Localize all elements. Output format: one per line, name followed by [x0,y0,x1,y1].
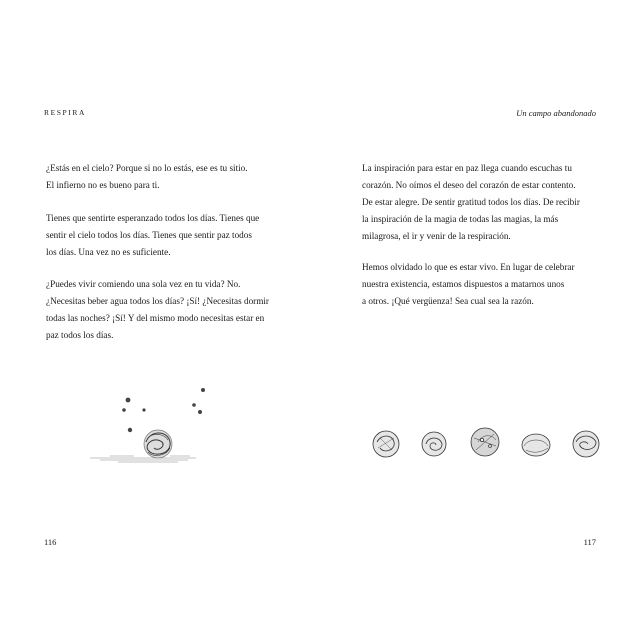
ground-shadow [90,456,196,462]
tumbleweeds-row-illustration [364,420,614,470]
tumbleweed [471,428,499,456]
text-line: milagrosa, el ir y venir de la respiración. [362,231,511,241]
text-line: Hemos olvidado lo que es estar vivo. En lugar de celebrar [362,262,575,272]
tumbleweed [422,432,446,456]
left-paragraph-1 [46,160,296,194]
tumbleweed [144,430,172,458]
left-paragraph-3 [46,276,296,344]
text-line: sentir el cielo todos los días. Tienes que sentir paz todos [46,230,252,240]
page-number-right: 117 [583,537,596,547]
running-head-left: RESPIRA [44,108,87,117]
tumbleweed [573,431,599,457]
text-line: corazón. No oímos el deseo del corazón de estar contento. [362,180,576,190]
right-page [320,0,640,640]
left-paragraph-2 [46,210,296,261]
right-paragraph-2 [362,259,612,310]
tumbleweed [373,431,399,457]
right-paragraph-1 [362,160,612,245]
text-line: De estar alegre. De sentir gratitud todos los días. De recibir [362,197,580,207]
text-line: los días. Una vez no es suficiente. [46,247,171,257]
text-line: ¿Estás en el cielo? Porque si no lo estás, ese es tu sitio. [46,163,248,173]
tumbleweed [522,434,550,456]
text-line: todas las noches? ¡Sí! Y del mismo modo necesitas estar en [46,313,265,323]
text-line: ¿Puedes vivir comiendo una sola vez en tu vida? No. [46,279,241,289]
text-line: ¿Necesitas beber agua todos los días? ¡Sí! ¿Necesitas dormir [46,296,269,306]
text-line: Tienes que sentirte esperanzado todos los días. Tienes que [46,213,260,223]
text-line: la inspiración de la magia de todas las magias, la más [362,214,559,224]
text-line: La inspiración para estar en paz llega cuando escuchas tu [362,163,572,173]
text-line: nuestra existencia, estamos dispuestos a matarnos unos [362,279,565,289]
airborne-debris [122,388,205,432]
text-line: a otros. ¡Qué vergüenza! Sea cual sea la razón. [362,296,534,306]
running-head-right: Un campo abandonado [516,108,596,118]
text-line: El infierno no es bueno para ti. [46,180,160,190]
page-number-left: 116 [44,537,57,547]
text-line: paz todos los días. [46,330,114,340]
tumbleweed-illustration [88,380,208,470]
